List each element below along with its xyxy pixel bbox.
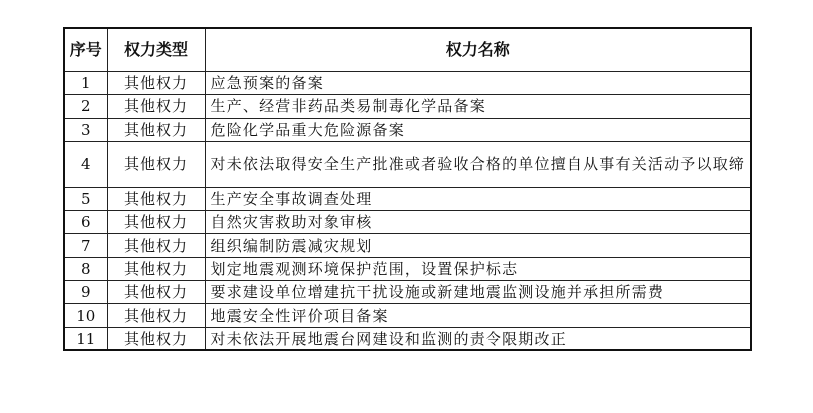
row-power-name: 划定地震观测环境保护范围，设置保护标志 xyxy=(205,257,751,280)
row-power-name: 生产、经营非药品类易制毒化学品备案 xyxy=(205,95,751,118)
row-serial: 1 xyxy=(64,72,107,95)
row-serial: 3 xyxy=(64,118,107,141)
row-power-name: 地震安全性评价项目备案 xyxy=(205,304,751,327)
table-row xyxy=(64,141,751,187)
header-power-name: 权力名称 xyxy=(205,28,751,72)
row-power-name: 组织编制防震减灾规划 xyxy=(205,234,751,257)
row-power-name: 对未依法取得安全生产批准或者验收合格的单位擅自从事有关活动予以取缔 xyxy=(205,141,751,187)
row-power-type: 其他权力 xyxy=(107,95,205,118)
header-row xyxy=(64,28,751,72)
table-row xyxy=(64,281,751,304)
row-serial: 7 xyxy=(64,234,107,257)
power-list-table xyxy=(63,27,752,351)
row-power-type: 其他权力 xyxy=(107,118,205,141)
row-serial: 2 xyxy=(64,95,107,118)
row-power-type: 其他权力 xyxy=(107,234,205,257)
row-power-name: 生产安全事故调查处理 xyxy=(205,187,751,210)
row-power-type: 其他权力 xyxy=(107,187,205,210)
row-serial: 10 xyxy=(64,304,107,327)
table-row xyxy=(64,118,751,141)
row-serial: 6 xyxy=(64,211,107,234)
row-power-type: 其他权力 xyxy=(107,304,205,327)
row-serial: 9 xyxy=(64,281,107,304)
table-row xyxy=(64,234,751,257)
row-power-type: 其他权力 xyxy=(107,211,205,234)
row-serial: 11 xyxy=(64,327,107,350)
row-serial: 8 xyxy=(64,257,107,280)
table-body xyxy=(64,72,751,351)
table-row xyxy=(64,327,751,350)
row-power-type: 其他权力 xyxy=(107,72,205,95)
table-row xyxy=(64,257,751,280)
row-power-name: 危险化学品重大危险源备案 xyxy=(205,118,751,141)
row-serial: 4 xyxy=(64,141,107,187)
table-row xyxy=(64,187,751,210)
table-row xyxy=(64,304,751,327)
row-power-type: 其他权力 xyxy=(107,281,205,304)
header-serial: 序号 xyxy=(64,28,107,72)
row-serial: 5 xyxy=(64,187,107,210)
row-power-type: 其他权力 xyxy=(107,141,205,187)
row-power-name: 对未依法开展地震台网建设和监测的责令限期改正 xyxy=(205,327,751,350)
table-row xyxy=(64,95,751,118)
row-power-name: 自然灾害救助对象审核 xyxy=(205,211,751,234)
row-power-type: 其他权力 xyxy=(107,257,205,280)
header-power-type: 权力类型 xyxy=(107,28,205,72)
row-power-name: 要求建设单位增建抗干扰设施或新建地震监测设施并承担所需费 xyxy=(205,281,751,304)
table-row xyxy=(64,211,751,234)
row-power-name: 应急预案的备案 xyxy=(205,72,751,95)
table-row xyxy=(64,72,751,95)
row-power-type: 其他权力 xyxy=(107,327,205,350)
